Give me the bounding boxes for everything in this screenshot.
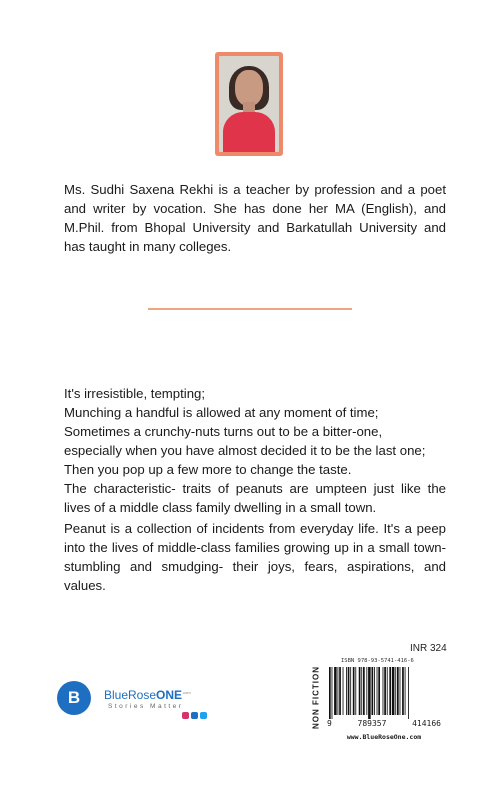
facebook-icon [191, 712, 198, 719]
publisher-name-part1: BlueRose [104, 688, 157, 702]
author-photo [219, 56, 279, 152]
blurb-line: The characteristic- traits of peanuts are umpteen just like the lives of a middle class family dwelling in a small town. [64, 481, 446, 515]
publisher-website: www.BlueRoseOne.com [346, 733, 422, 741]
divider [148, 308, 352, 310]
book-description: Peanut is a collection of incidents from everyday life. It's a peep into the lives of middle-class families growing up in a small town-stumbling and smudging- their joys, fears, aspirations, and values. [64, 521, 446, 593]
isbn-text: ISBN 978-93-5741-416-6 [341, 658, 414, 664]
isbn-digit-group: 789357 [357, 719, 387, 728]
blurb-line: especially when you have almost decided it to be the last one; [64, 443, 426, 458]
blurb [64, 384, 446, 517]
author-photo-frame [215, 52, 283, 156]
publisher-tagline: Stories Matter [108, 703, 184, 710]
isbn-digit-group: 9 [327, 719, 332, 728]
isbn-digits [327, 719, 441, 728]
blurb-line: Then you pop up a few more to change the taste. [64, 462, 352, 477]
barcode [327, 658, 441, 730]
instagram-icon [182, 712, 189, 719]
blurb-line: It's irresistible, tempting; [64, 386, 206, 401]
category-text: NON FICTION [311, 666, 321, 729]
publisher-name-sup: .com [182, 690, 191, 695]
price-label: INR 324 [410, 643, 447, 654]
publisher-name [104, 688, 191, 702]
logo-letter: B [67, 688, 81, 707]
barcode-bars [327, 667, 441, 719]
category-label [306, 660, 320, 740]
social-icons [182, 712, 207, 719]
isbn-digit-group: 414166 [412, 719, 441, 728]
publisher-name-part2: ONE [156, 688, 183, 702]
blurb-line: Sometimes a crunchy-nuts turns out to be a bitter-one, [64, 424, 383, 439]
blurb-line: Munching a handful is allowed at any moment of time; [64, 405, 379, 420]
publisher-logo-icon [57, 681, 91, 715]
twitter-icon [200, 712, 207, 719]
author-bio: Ms. Sudhi Saxena Rekhi is a teacher by profession and a poet and writer by vocation. She has done her MA (English), and M.Phil. from Bhopal University and Barkatullah University and has taught in many colleges. [64, 182, 446, 254]
